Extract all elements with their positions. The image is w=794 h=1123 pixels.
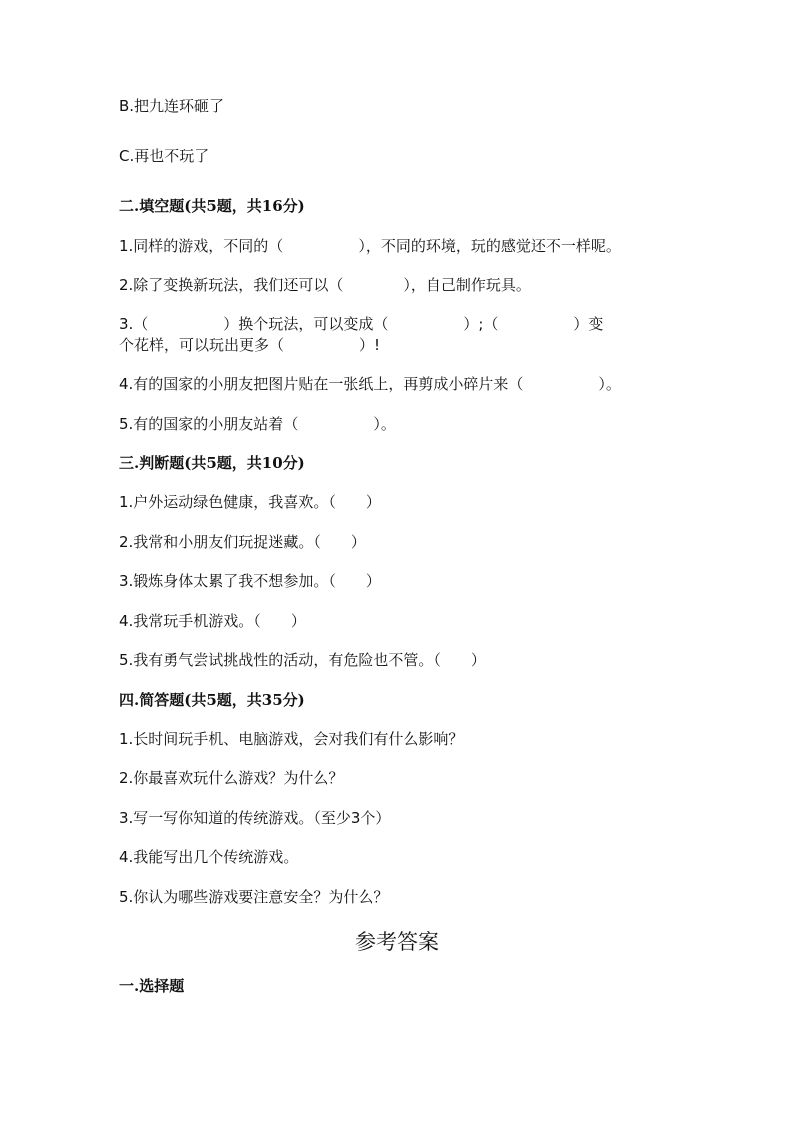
short-answer-question-2: 2.你最喜欢玩什么游戏？为什么？ <box>119 769 344 787</box>
option-c: C.再也不玩了 <box>119 147 210 165</box>
fill-blank-question-5: 5.有的国家的小朋友站着（ ）。 <box>119 415 396 433</box>
fill-blank-question-3-line-1: 3.（ ）换个玩法，可以变成（ ）;（ ）变 <box>119 315 604 333</box>
fill-blank-question-1: 1.同样的游戏，不同的（ ），不同的环境，玩的感觉还不一样呢。 <box>119 237 621 255</box>
fill-blank-question-3-line-2: 个花样，可以玩出更多（ ）! <box>119 336 381 354</box>
short-answer-question-1: 1.长时间玩手机、电脑游戏，会对我们有什么影响？ <box>119 730 464 748</box>
short-answer-question-3: 3.写一写你知道的传统游戏。（至少3个） <box>119 809 391 827</box>
section-heading-fill-blank: 二.填空题(共5题，共16分) <box>119 197 305 215</box>
section-heading-short-answer: 四.简答题(共5题，共35分) <box>119 691 305 709</box>
short-answer-question-4: 4.我能写出几个传统游戏。 <box>119 848 299 866</box>
option-b: B.把九连环砸了 <box>119 97 225 115</box>
short-answer-question-5: 5.你认为哪些游戏要注意安全？为什么？ <box>119 888 389 906</box>
fill-blank-question-4: 4.有的国家的小朋友把图片贴在一张纸上，再剪成小碎片来（ ）。 <box>119 375 621 393</box>
fill-blank-question-2: 2.除了变换新玩法，我们还可以（ ），自己制作玩具。 <box>119 276 531 294</box>
true-false-question-4: 4.我常玩手机游戏。（ ） <box>119 612 306 630</box>
answer-key-title: 参考答案 <box>355 930 439 954</box>
true-false-question-1: 1.户外运动绿色健康，我喜欢。（ ） <box>119 493 381 511</box>
true-false-question-2: 2.我常和小朋友们玩捉迷藏。（ ） <box>119 533 366 551</box>
true-false-question-3: 3.锻炼身体太累了我不想参加。（ ） <box>119 572 381 590</box>
answer-section-heading-choice: 一.选择题 <box>119 977 185 995</box>
section-heading-true-false: 三.判断题(共5题，共10分) <box>119 454 305 472</box>
true-false-question-5: 5.我有勇气尝试挑战性的活动，有危险也不管。（ ） <box>119 651 486 669</box>
